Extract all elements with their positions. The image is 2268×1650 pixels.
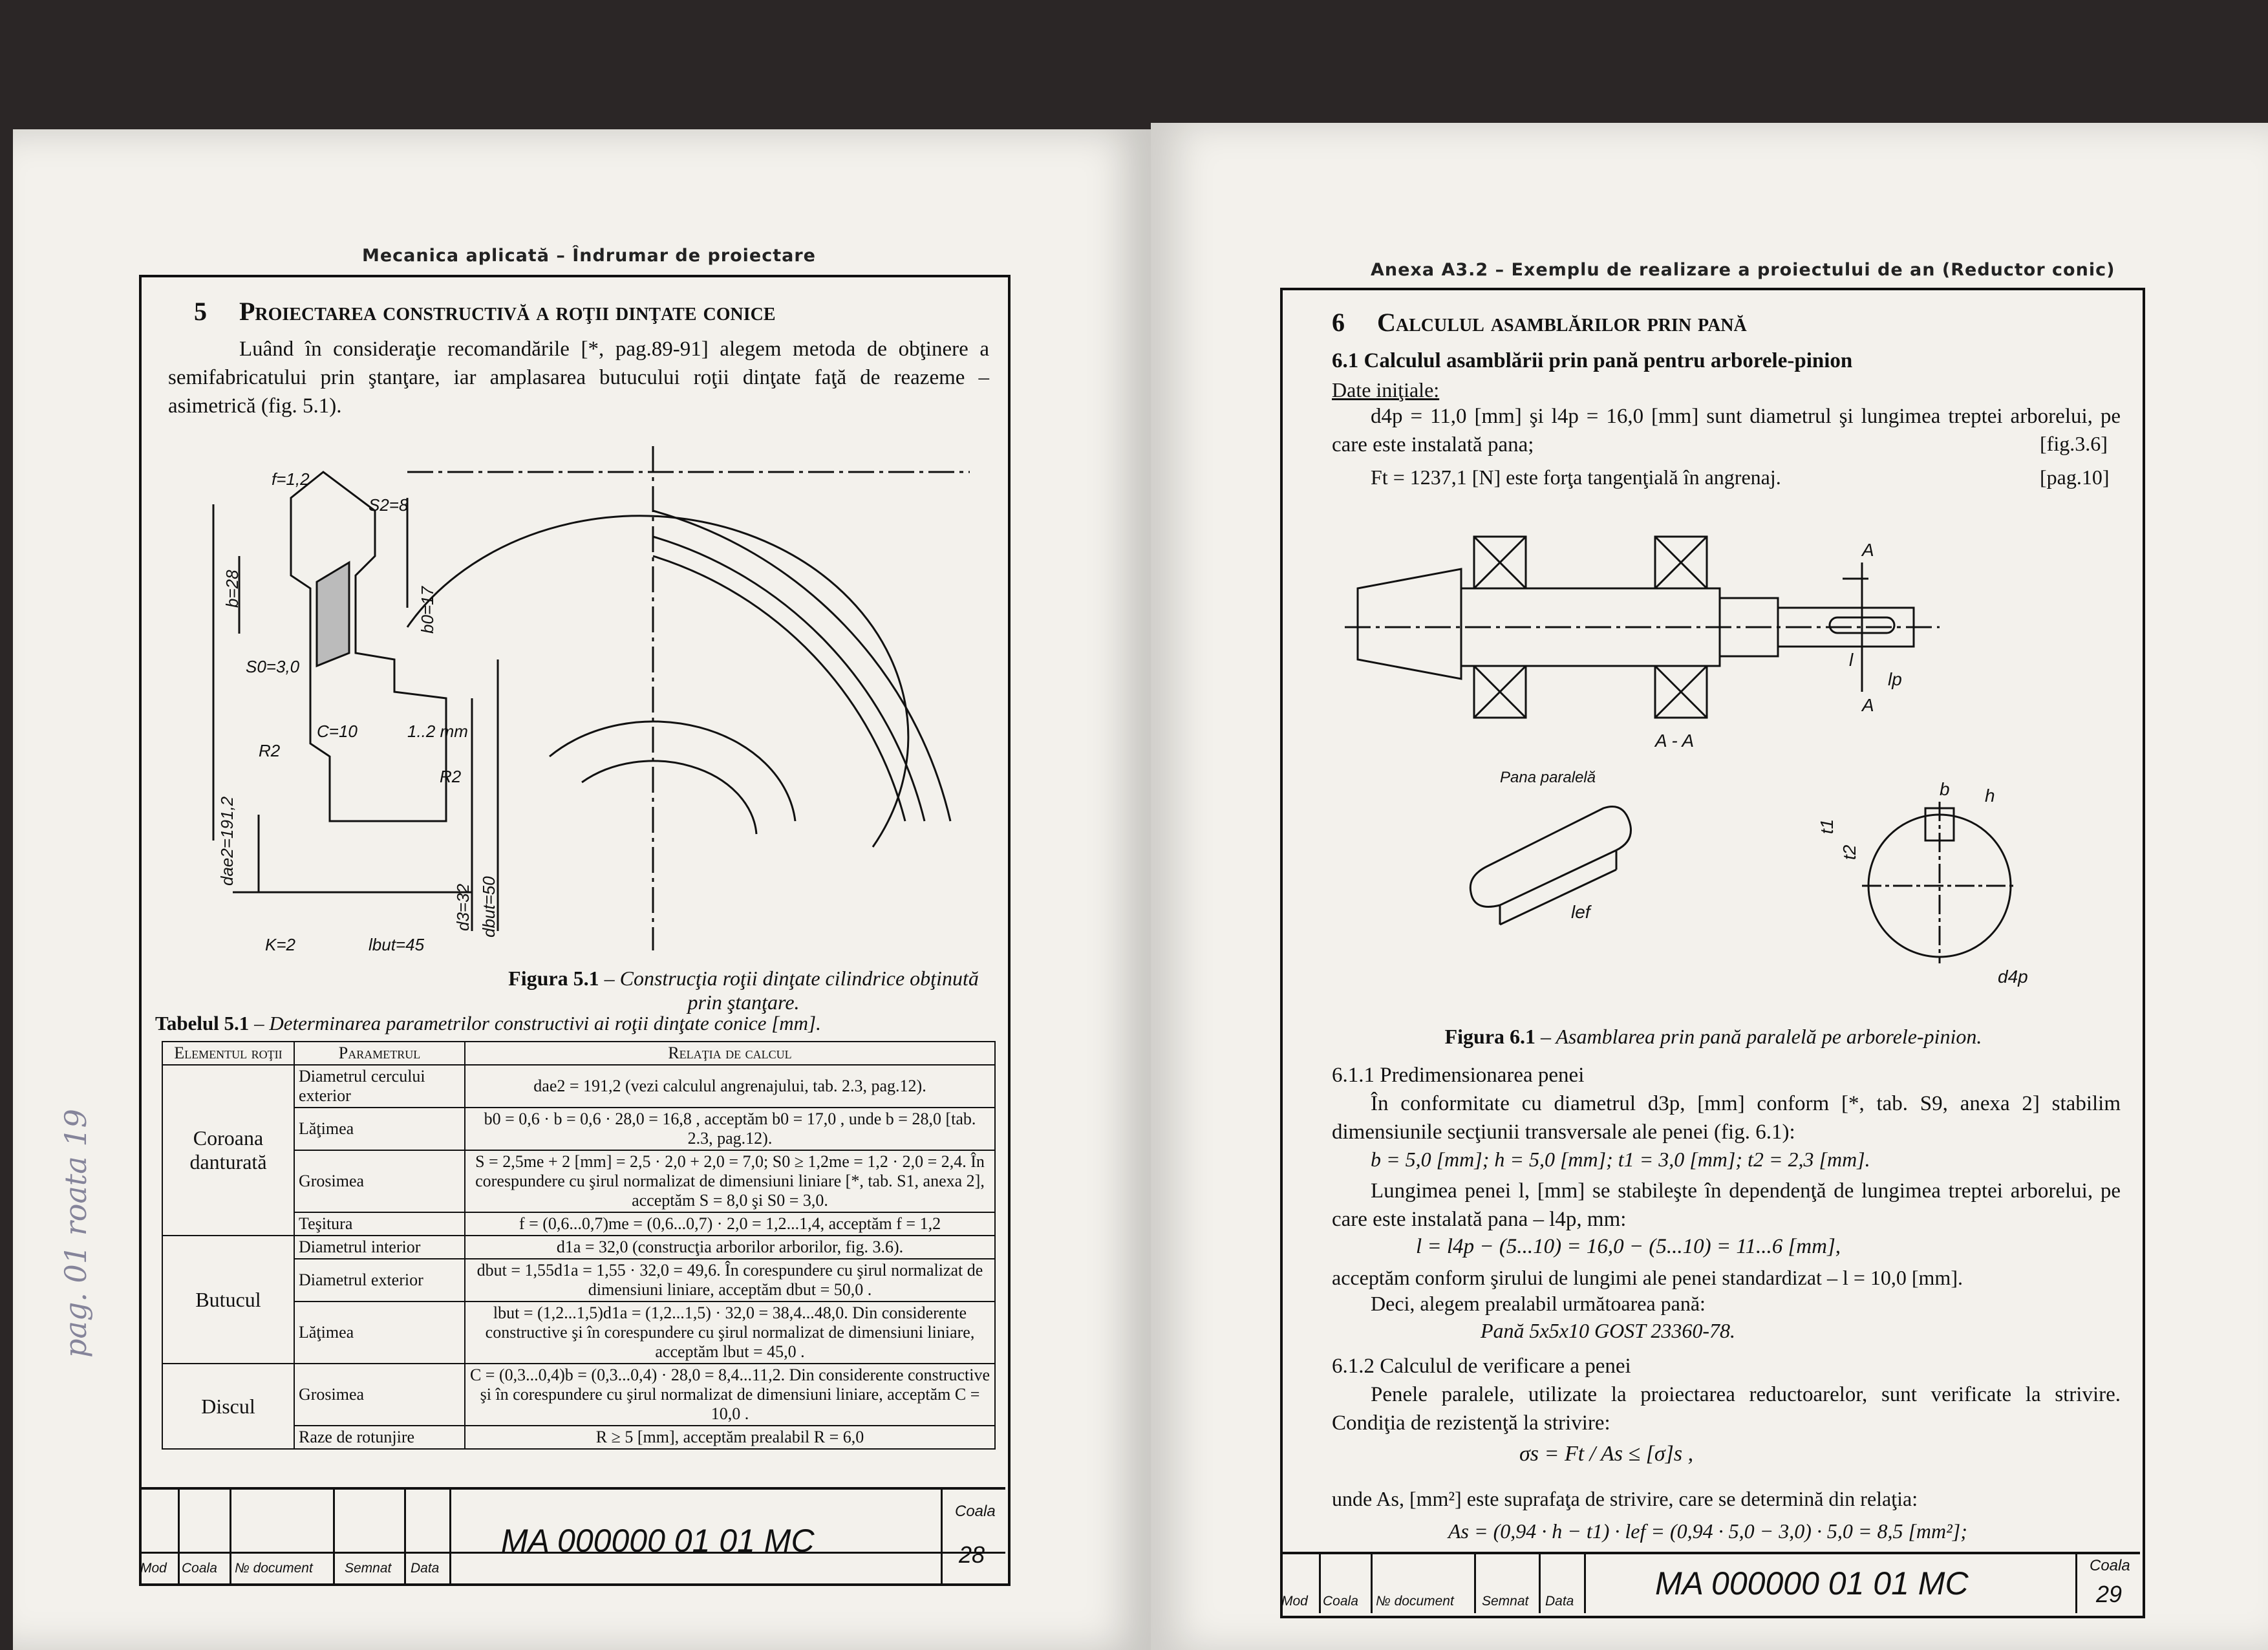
- relation-cell: f = (0,6...0,7)me = (0,6...0,7) · 2,0 = 1,2...1,4, acceptăm f = 1,2: [465, 1212, 995, 1236]
- stamp-col-semnat: Semnat: [345, 1561, 392, 1576]
- label-s0: S0=3,0: [246, 657, 300, 676]
- table-5-1: [162, 1041, 996, 1450]
- stamp-code-left: MA 000000 01 01 MC: [501, 1523, 815, 1559]
- label-s2: S2=8: [369, 495, 409, 515]
- section-title-right: Calculul asamblărilor prin pană: [1377, 308, 1747, 337]
- stamp-col-coala: Coala: [1323, 1594, 1358, 1609]
- figure-5-1-number: Figura 5.1: [508, 967, 599, 990]
- hatched-disc-area: [317, 562, 349, 666]
- param-cell: Diametrul cercului exterior: [294, 1065, 465, 1108]
- param-cell: Lăţimea: [294, 1302, 465, 1364]
- element-butucul: Butucul: [162, 1236, 294, 1364]
- header-element: Elementul roţii: [162, 1042, 294, 1065]
- page-number-right: 29: [2096, 1581, 2123, 1607]
- param-cell: Diametrul exterior: [294, 1259, 465, 1302]
- length-paragraph: Lungimea penei l, [mm] se stabileşte în dependenţă de lungimea treptei arborelui, pe care este instalată pana – l4p, mm:: [1332, 1179, 2121, 1231]
- data-line-1: d4p = 11,0 [mm] şi l4p = 16,0 [mm] sunt diametrul şi lungimea treptei arborelui, pe care este instalată pana;: [1332, 405, 2121, 456]
- left-page: [13, 129, 1151, 1650]
- section-title-left: Proiectarea constructivă a roţii dinţate conice: [239, 297, 776, 326]
- label-l: l: [1849, 650, 1854, 670]
- param-cell: Teşitura: [294, 1212, 465, 1236]
- stamp-col-data: Data: [1545, 1594, 1574, 1609]
- label-dae2: dae2=191,2: [217, 796, 237, 886]
- data-ref-2: [pag.10]: [2040, 466, 2110, 489]
- stamp-col-semnat: Semnat: [1482, 1594, 1529, 1609]
- relation-cell: b0 = 0,6 · b = 0,6 · 28,0 = 16,8 , acceptăm b0 = 17,0 , unde b = 28,0 [tab. 2.3, pag.12).: [465, 1108, 995, 1150]
- running-head-right: Anexa A3.2 – Exemplu de realizare a proiectului de an (Reductor conic): [1371, 260, 2115, 280]
- label-k: K=2: [265, 935, 295, 954]
- figure-6-1-number: Figura 6.1: [1444, 1025, 1536, 1048]
- crush-formula: σs = Ft / As ≤ [σ]s ,: [1519, 1442, 1694, 1466]
- right-page: [1151, 123, 2268, 1650]
- table-header-row: [162, 1042, 995, 1065]
- label-key-type: Pana paralelă: [1500, 769, 1596, 786]
- label-f: f=1,2: [272, 469, 310, 489]
- label-b0: b0=17: [418, 586, 437, 634]
- label-lp: lp: [1888, 669, 1902, 689]
- key-designation: Pană 5x5x10 GOST 23360-78.: [1481, 1319, 1736, 1342]
- stamp-col-document: № document: [235, 1561, 313, 1576]
- verification-paragraph: Penele paralele, utilizate la proiectarea reductoarelor, sunt verificate la strivire. Condiţia de rezistenţă la strivire:: [1332, 1383, 2121, 1435]
- label-b-dim: b: [1940, 779, 1950, 799]
- data-line-2: Ft = 1237,1 [N] este forţa tangenţială în angrenaj.: [1371, 466, 1781, 489]
- table-row: [162, 1065, 995, 1108]
- relation-cell: R ≥ 5 [mm], acceptăm prealabil R = 6,0: [465, 1426, 995, 1449]
- length-formula: l = l4p − (5...10) = 16,0 − (5...10) = 11...6 [mm],: [1416, 1235, 1841, 1258]
- choice-intro: Deci, alegem prealabil următoarea pană:: [1371, 1292, 1706, 1315]
- handwritten-margin-note: pag. 01 roata 19: [58, 1109, 93, 1358]
- stamp-col-coala: Coala: [182, 1561, 217, 1576]
- param-cell: Diametrul interior: [294, 1236, 465, 1259]
- label-lbut: lbut=45: [369, 935, 425, 954]
- stamp-code-right: MA 000000 01 01 MC: [1655, 1565, 1969, 1602]
- table-5-1-text: – Determinarea parametrilor constructivi ai roţii dinţate conice [mm].: [254, 1012, 821, 1034]
- relation-cell: dae2 = 191,2 (vezi calculul angrenajului, tab. 2.3, pag.12).: [465, 1065, 995, 1108]
- label-section-a-top: A: [1862, 540, 1874, 560]
- relation-cell: S = 2,5me + 2 [mm] = 2,5 · 2,0 + 2,0 = 7,0; S0 ≥ 1,2me = 1,2 · 2,0 = 2,4. În corespundere cu şirul normalizat de dimensiuni liniare [*, tab. S1, anexa 2], acceptăm S = 8,0 şi S0 = 3,0.: [465, 1150, 995, 1212]
- figure-6-1-drawing: [1332, 498, 2108, 1015]
- table-5-1-caption: [155, 1012, 821, 1035]
- label-lef: lef: [1571, 902, 1590, 922]
- header-parameter: Parametrul: [294, 1042, 465, 1065]
- label-gap: 1..2 mm: [407, 722, 468, 741]
- stamp-col-document: № document: [1376, 1594, 1454, 1609]
- label-r2-b: R2: [440, 767, 462, 786]
- gear-section-outline: [291, 472, 446, 821]
- subsection-6-1-2: 6.1.2 Calculul de verificare a penei: [1332, 1355, 1631, 1378]
- area-definition: unde As, [mm²] este suprafaţa de strivire, care se determină din relaţia:: [1332, 1487, 1918, 1510]
- table-5-1-number: Tabelul 5.1: [155, 1012, 250, 1034]
- area-formula: As = (0,94 · h − t1) · lef = (0,94 · 5,0 − 3,0) · 5,0 = 8,5 [mm²];: [1448, 1519, 1967, 1543]
- data-ref-1: [fig.3.6]: [2040, 432, 2108, 455]
- label-d3: d3=32: [453, 883, 473, 931]
- outer-rim-arc: [653, 511, 950, 821]
- label-c: C=10: [317, 722, 358, 741]
- param-cell: Grosimea: [294, 1150, 465, 1212]
- label-b: b=28: [222, 570, 242, 608]
- relation-cell: dbut = 1,55d1a = 1,55 · 32,0 = 49,6. În corespundere cu şirul normalizat de dimensiuni liniare, acceptăm dbut = 50,0 .: [465, 1259, 995, 1302]
- relation-cell: C = (0,3...0,4)b = (0,3...0,4) · 28,0 = 8,4...11,2. Din considerente constructive şi în corespundere cu şirul normalizat de dimensiuni liniare, acceptăm C = 10,0 .: [465, 1364, 995, 1426]
- element-coroana: Coroana danturată: [162, 1065, 294, 1236]
- param-cell: Grosimea: [294, 1364, 465, 1426]
- header-relation: Relaţia de calcul: [465, 1042, 995, 1065]
- predim-paragraph: În conformitate cu diametrul d3p, [mm] conform [*, tab. S9, anexa 2] stabilim dimensiunile secţiunii transversale ale penei (fig. 6.1):: [1332, 1092, 2121, 1144]
- label-dbut: dbut=50: [479, 876, 498, 938]
- param-cell: Lăţimea: [294, 1108, 465, 1150]
- page-number-left: 28: [959, 1541, 985, 1568]
- running-head-left: Mecanica aplicată – Îndrumar de proiectare: [362, 246, 816, 266]
- parallel-key-sketch: [1470, 807, 1631, 907]
- label-r2-a: R2: [259, 741, 281, 760]
- section-number-left: 5: [194, 297, 207, 326]
- subsection-6-1: 6.1 Calculul asamblării prin pană pentru arborele-pinion: [1332, 349, 1853, 372]
- figure-5-1-text: – Construcţia roţii dinţate cilindrice obţinută prin ştanţare.: [604, 967, 979, 1014]
- key-dimensions: b = 5,0 [mm]; h = 5,0 [mm]; t1 = 3,0 [mm]; t2 = 2,3 [mm].: [1371, 1148, 1870, 1171]
- stamp-col-mod: Mod: [1281, 1594, 1308, 1609]
- figure-5-1-drawing: [162, 420, 996, 976]
- stamp-col-data: Data: [411, 1561, 440, 1576]
- relation-cell: lbut = (1,2...1,5)d1a = (1,2...1,5) · 32,0 = 38,4...48,0. Din considerente constructive şi în corespundere cu şirul normalizat de dimensiuni liniare, acceptăm lbut = 45,0 .: [465, 1302, 995, 1364]
- label-t2: t2: [1839, 844, 1859, 860]
- table-row: [162, 1236, 995, 1259]
- intro-paragraph: Luând în consideraţie recomandările [*, pag.89-91] alegem metoda de obţinere a semifabricatului prin ştanţare, iar amplasarea butucului roţii dinţate faţă de reazeme – asimetrică (fig. 5.1).: [168, 338, 989, 418]
- stamp-sheet-label-right: Coala: [2090, 1557, 2130, 1574]
- param-cell: Raze de rotunjire: [294, 1426, 465, 1449]
- figure-6-1-caption: [1300, 1025, 2127, 1049]
- element-discul: Discul: [162, 1364, 294, 1449]
- stamp-col-mod: Mod: [140, 1561, 167, 1576]
- label-section-aa: A - A: [1655, 731, 1695, 751]
- initial-data-label: Date iniţiale:: [1332, 378, 1440, 402]
- stamp-sheet-label-left: Coala: [955, 1503, 996, 1520]
- stamp-left: [139, 1487, 1005, 1583]
- label-section-a-bottom: A: [1862, 695, 1874, 715]
- figure-6-1-text: – Asamblarea prin pană paralelă pe arborele-pinion.: [1541, 1025, 1982, 1048]
- stamp-right: [1280, 1552, 2140, 1613]
- figure-5-1-caption: [504, 967, 983, 1014]
- label-d4p: d4p: [1998, 967, 2028, 987]
- subsection-6-1-1: 6.1.1 Predimensionarea penei: [1332, 1064, 1585, 1087]
- section-number-right: 6: [1332, 308, 1345, 337]
- table-row: [162, 1364, 995, 1426]
- label-t1: t1: [1817, 819, 1837, 834]
- relation-cell: d1a = 32,0 (construcţia arborilor arborilor, fig. 3.6).: [465, 1236, 995, 1259]
- pinion-cone: [1358, 569, 1461, 679]
- accept-length: acceptăm conform şirului de lungimi ale penei standardizat – l = 10,0 [mm].: [1332, 1266, 1963, 1289]
- label-h-dim: h: [1985, 786, 1995, 806]
